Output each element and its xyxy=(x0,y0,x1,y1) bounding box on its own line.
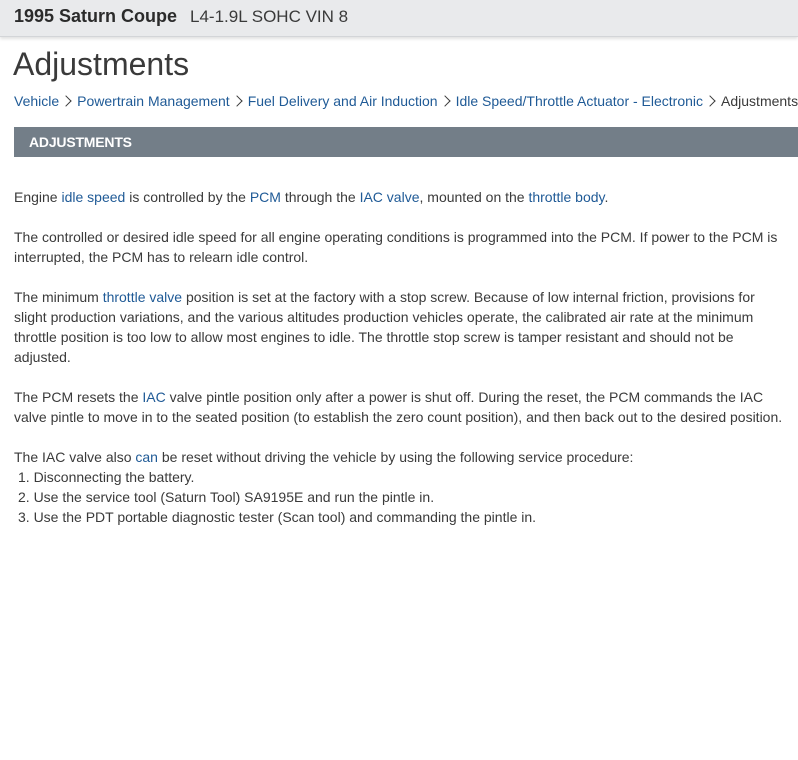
link-iac[interactable]: IAC xyxy=(142,389,166,405)
text: The PCM resets the xyxy=(14,389,143,405)
engine-spec: L4-1.9L SOHC VIN 8 xyxy=(190,7,349,26)
link-throttle-body[interactable]: throttle body xyxy=(528,189,605,205)
text: is controlled by the xyxy=(125,189,250,205)
text: valve pintle position only after a power is shut off. During the reset, the PCM commands the IAC valve pintle to move in to the seated position (to establish the zero count position), and then back out to the desired position. xyxy=(14,389,783,425)
breadcrumb-powertrain-management[interactable]: Powertrain Management xyxy=(77,93,230,109)
link-can[interactable]: can xyxy=(135,449,158,465)
list-item: 2. Use the service tool (Saturn Tool) SA9195E and run the pintle in. xyxy=(18,489,435,505)
text: Engine xyxy=(14,189,62,205)
chevron-right-icon xyxy=(60,95,71,106)
section-header: ADJUSTMENTS xyxy=(14,127,798,157)
vehicle-name: 1995 Saturn Coupe xyxy=(14,6,178,26)
breadcrumb-vehicle[interactable]: Vehicle xyxy=(14,93,60,109)
text: be reset without driving the vehicle by using the following service procedure: xyxy=(157,449,634,465)
article-content xyxy=(14,187,790,527)
link-iac-valve[interactable]: IAC valve xyxy=(359,189,420,205)
text: The minimum xyxy=(14,289,103,305)
text: The IAC valve also xyxy=(14,449,136,465)
text: , mounted on the xyxy=(419,189,529,205)
paragraph-pcm-reset xyxy=(14,387,790,427)
breadcrumb-fuel-delivery[interactable]: Fuel Delivery and Air Induction xyxy=(247,93,438,109)
link-throttle-valve[interactable]: throttle valve xyxy=(102,289,183,305)
list-item: 1. Disconnecting the battery. xyxy=(18,469,195,485)
text: . xyxy=(604,189,609,205)
procedure-steps xyxy=(14,467,790,527)
link-idle-speed[interactable]: idle speed xyxy=(61,189,126,205)
chevron-right-icon xyxy=(439,95,450,106)
paragraph-service-procedure xyxy=(14,447,790,467)
list-item: 3. Use the PDT portable diagnostic tester (Scan tool) and commanding the pintle in. xyxy=(18,509,537,525)
paragraph-idle-speed xyxy=(14,187,790,207)
top-bar xyxy=(0,0,798,37)
paragraph-minimum-throttle xyxy=(14,287,790,367)
page-title: Adjustments xyxy=(13,46,190,82)
chevron-right-icon xyxy=(231,95,242,106)
breadcrumb xyxy=(14,92,798,112)
text: position is set at the factory with a stop screw. Because of low internal friction, provisions for slight production variations, and the various altitudes production vehicles operate, the calibrated air rate at the minimum throttle position is too low to allow most engines to idle. The throttle stop screw is tamper resistant and should not be adjusted. xyxy=(14,289,755,365)
breadcrumb-idle-speed[interactable]: Idle Speed/Throttle Actuator - Electronic xyxy=(455,93,704,109)
link-pcm[interactable]: PCM xyxy=(249,189,281,205)
text: through the xyxy=(280,189,360,205)
paragraph-desired-idle: The controlled or desired idle speed for all engine operating conditions is programmed into the PCM. If power to the PCM is interrupted, the PCM has to relearn idle control. xyxy=(14,229,778,265)
breadcrumb-current: Adjustments xyxy=(721,93,798,109)
chevron-right-icon xyxy=(704,95,715,106)
